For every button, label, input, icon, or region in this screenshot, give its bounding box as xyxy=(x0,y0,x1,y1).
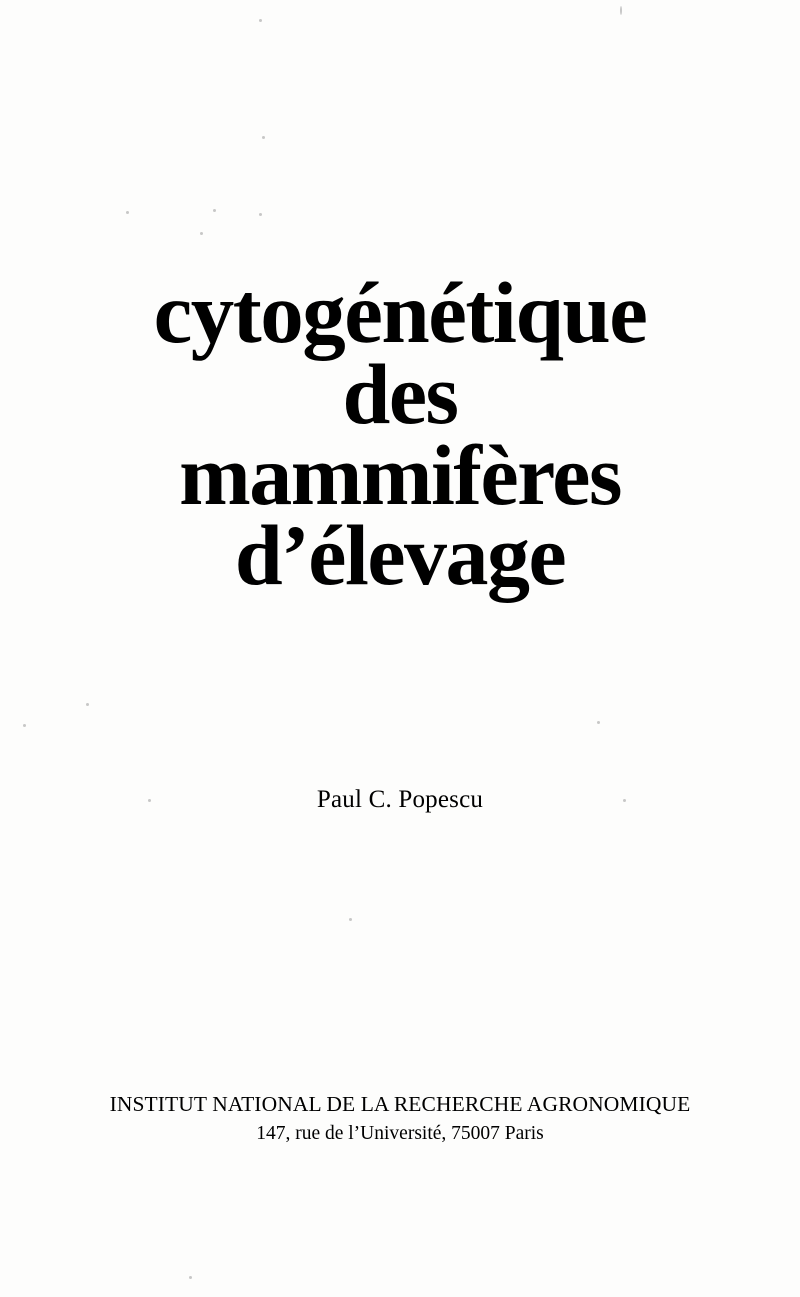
publisher-block xyxy=(0,1092,800,1145)
author-name: Paul C. Popescu xyxy=(316,786,484,813)
title-line-2: des xyxy=(342,345,458,442)
scan-speck xyxy=(259,213,262,216)
publisher-address: 147, rue de l’Université, 75007 Paris xyxy=(256,1123,544,1144)
scan-speck xyxy=(126,211,129,214)
scan-speck xyxy=(349,918,352,921)
scan-speck xyxy=(86,703,89,706)
scan-speck xyxy=(262,136,265,139)
book-title xyxy=(0,264,800,604)
scan-speck xyxy=(620,6,622,15)
scan-speck xyxy=(23,724,26,727)
publisher-name: INSTITUT NATIONAL DE LA RECHERCHE AGRONOMIQUE xyxy=(109,1092,691,1116)
title-line-4: d’élevage xyxy=(234,507,566,604)
title-line-3: mammifères xyxy=(179,426,621,523)
scan-speck xyxy=(189,1276,192,1279)
scan-speck xyxy=(259,19,262,22)
title-line-1: cytogénétique xyxy=(153,264,647,361)
scan-speck xyxy=(200,232,203,235)
scan-speck xyxy=(213,209,216,212)
scan-speck xyxy=(597,721,600,724)
